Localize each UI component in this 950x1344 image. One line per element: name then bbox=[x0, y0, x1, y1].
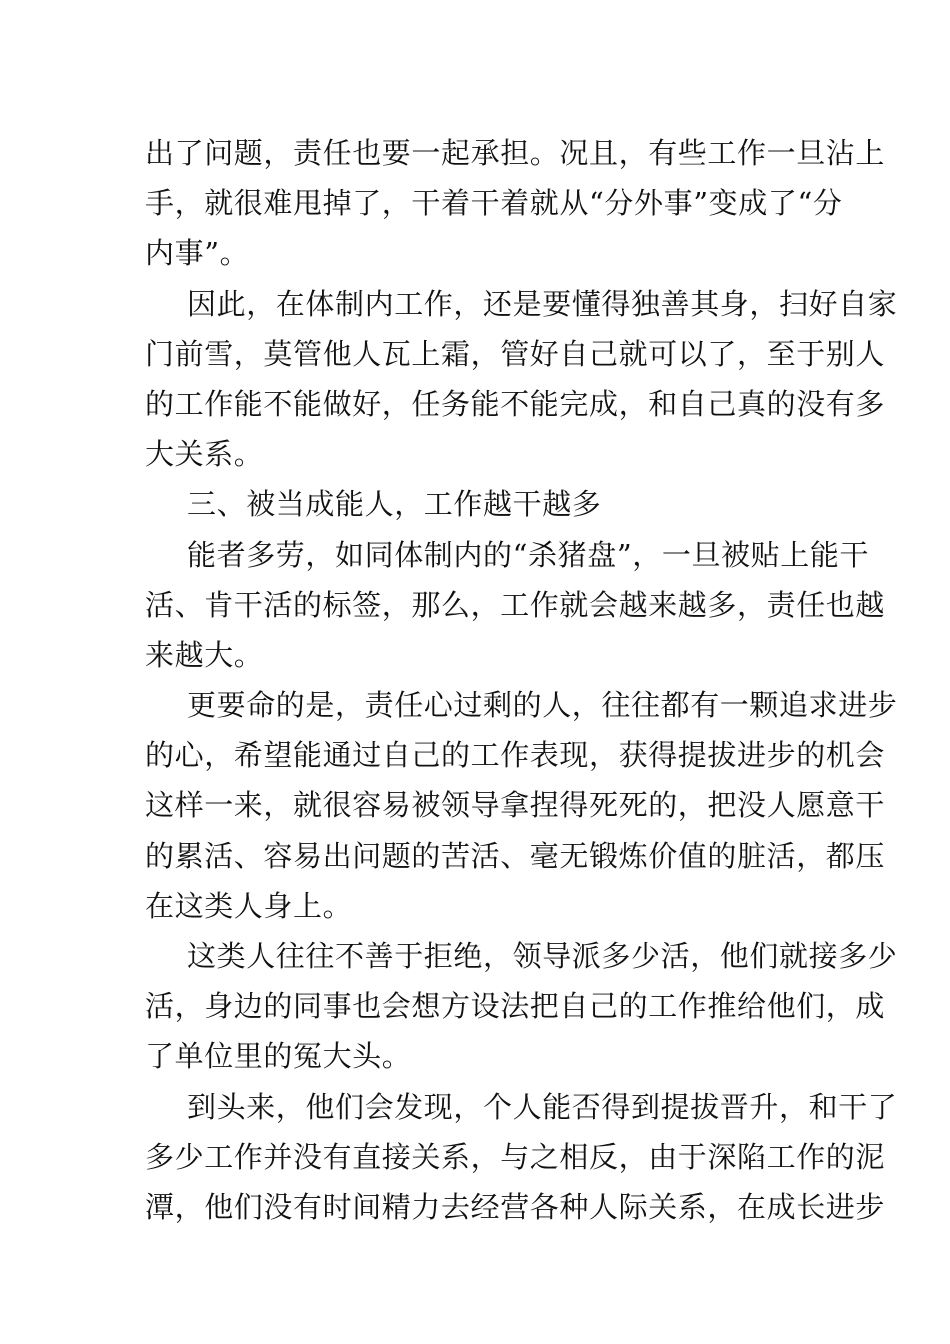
text-line: 到头来，他们会发现，个人能否得到提拔晋升，和干了 bbox=[187, 1089, 898, 1124]
text-line: 活、肯干活的标签，那么，工作就会越来越多，责任也越 bbox=[145, 587, 886, 622]
text-line: 了单位里的冤大头。 bbox=[145, 1039, 412, 1074]
text-line: 出了问题，责任也要一起承担。况且，有些工作一旦沾上 bbox=[145, 136, 886, 170]
document-body bbox=[145, 128, 898, 1232]
text-line: 在这类人身上。 bbox=[145, 888, 353, 923]
text-line: 手，就很难甩掉了，干着干着就从“分外事”变成了“分 bbox=[145, 186, 843, 221]
text-line: 因此，在体制内工作，还是要懂得独善其身，扫好自家 bbox=[187, 286, 898, 321]
text-line: 这类人往往不善于拒绝，领导派多少活，他们就接多少 bbox=[187, 939, 898, 973]
text-line: 这样一来，就很容易被领导拿捏得死死的，把没人愿意干 bbox=[145, 788, 886, 823]
text-line: 来越大。 bbox=[145, 637, 264, 672]
text-line: 活，身边的同事也会想方设法把自己的工作推给他们，成 bbox=[145, 989, 886, 1024]
text-line: 能者多劳，如同体制内的“杀猪盘”，一旦被贴上能干 bbox=[187, 537, 870, 572]
text-line: 潭，他们没有时间精力去经营各种人际关系，在成长进步 bbox=[145, 1189, 886, 1224]
text-line: 内事”。 bbox=[145, 236, 250, 271]
text-line: 的累活、容易出问题的苦活、毫无锻炼价值的脏活，都压 bbox=[145, 838, 886, 873]
text-line: 的心，希望能通过自己的工作表现，获得提拔进步的机会 bbox=[145, 738, 886, 773]
text-line: 更要命的是，责任心过剩的人，往往都有一颗追求进步 bbox=[187, 688, 898, 723]
text-line: 多少工作并没有直接关系，与之相反，由于深陷工作的泥 bbox=[145, 1139, 886, 1174]
text-line: 大关系。 bbox=[145, 437, 264, 472]
text-line: 的工作能不能做好，任务能不能完成，和自己真的没有多 bbox=[145, 386, 886, 421]
text-line: 门前雪，莫管他人瓦上霜，管好自己就可以了，至于别人 bbox=[145, 336, 886, 371]
section-heading: 三、被当成能人，工作越干越多 bbox=[187, 487, 602, 522]
